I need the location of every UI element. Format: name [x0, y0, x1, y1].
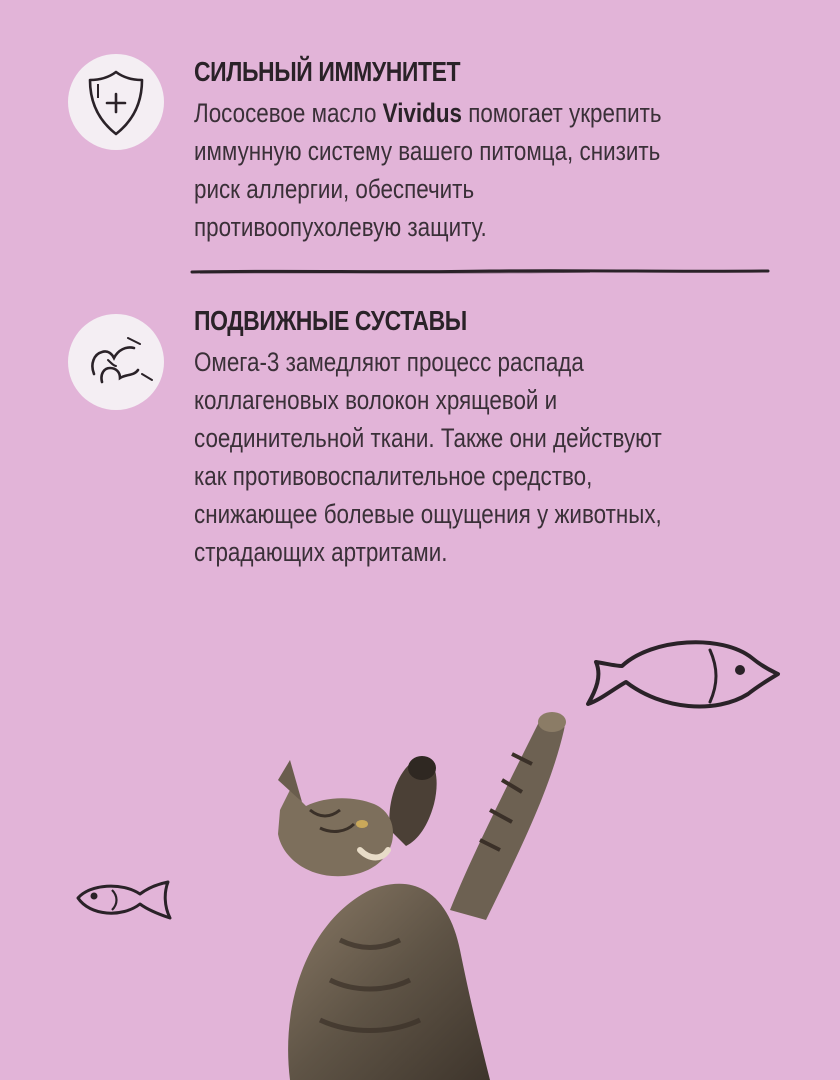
- cat-photo: [250, 700, 580, 1080]
- immunity-line-1: [194, 94, 812, 132]
- immunity-section: [194, 56, 814, 246]
- joints-line-5: снижающее болевые ощущения у животных,: [194, 499, 662, 529]
- fish-icon: [72, 876, 182, 926]
- joints-line-1: Омега-3 замедляют процесс распада: [194, 347, 584, 377]
- joints-line-4: как противовоспалительное средство,: [194, 461, 593, 491]
- immunity-line-4: противоопухолевую защиту.: [194, 212, 487, 242]
- joints-line-2: коллагеновых волокон хрящевой и: [194, 385, 558, 415]
- immunity-text: [194, 94, 812, 246]
- section-divider: [190, 266, 770, 278]
- text-fragment: Лососевое масло: [194, 98, 383, 128]
- joints-line-6: страдающих артритами.: [194, 537, 448, 567]
- shield-plus-icon: [68, 54, 164, 150]
- joints-section: [194, 305, 814, 571]
- immunity-icon-badge: [68, 54, 164, 150]
- immunity-heading: СИЛЬНЫЙ ИММУНИТЕТ: [194, 56, 461, 87]
- immunity-line-2: иммунную систему вашего питомца, снизить: [194, 136, 661, 166]
- immunity-line-3: риск аллергии, обеспечить: [194, 174, 475, 204]
- joints-line-3: соединительной ткани. Также они действуют: [194, 423, 662, 453]
- joints-icon-badge: [68, 314, 164, 410]
- fish-icon: [582, 628, 792, 718]
- joint-icon: [68, 314, 164, 410]
- text-fragment: помогает укрепить: [461, 98, 662, 128]
- joints-heading: ПОДВИЖНЫЕ СУСТАВЫ: [194, 305, 467, 336]
- brand-name: Vividus: [382, 98, 462, 128]
- joints-text: [194, 343, 812, 571]
